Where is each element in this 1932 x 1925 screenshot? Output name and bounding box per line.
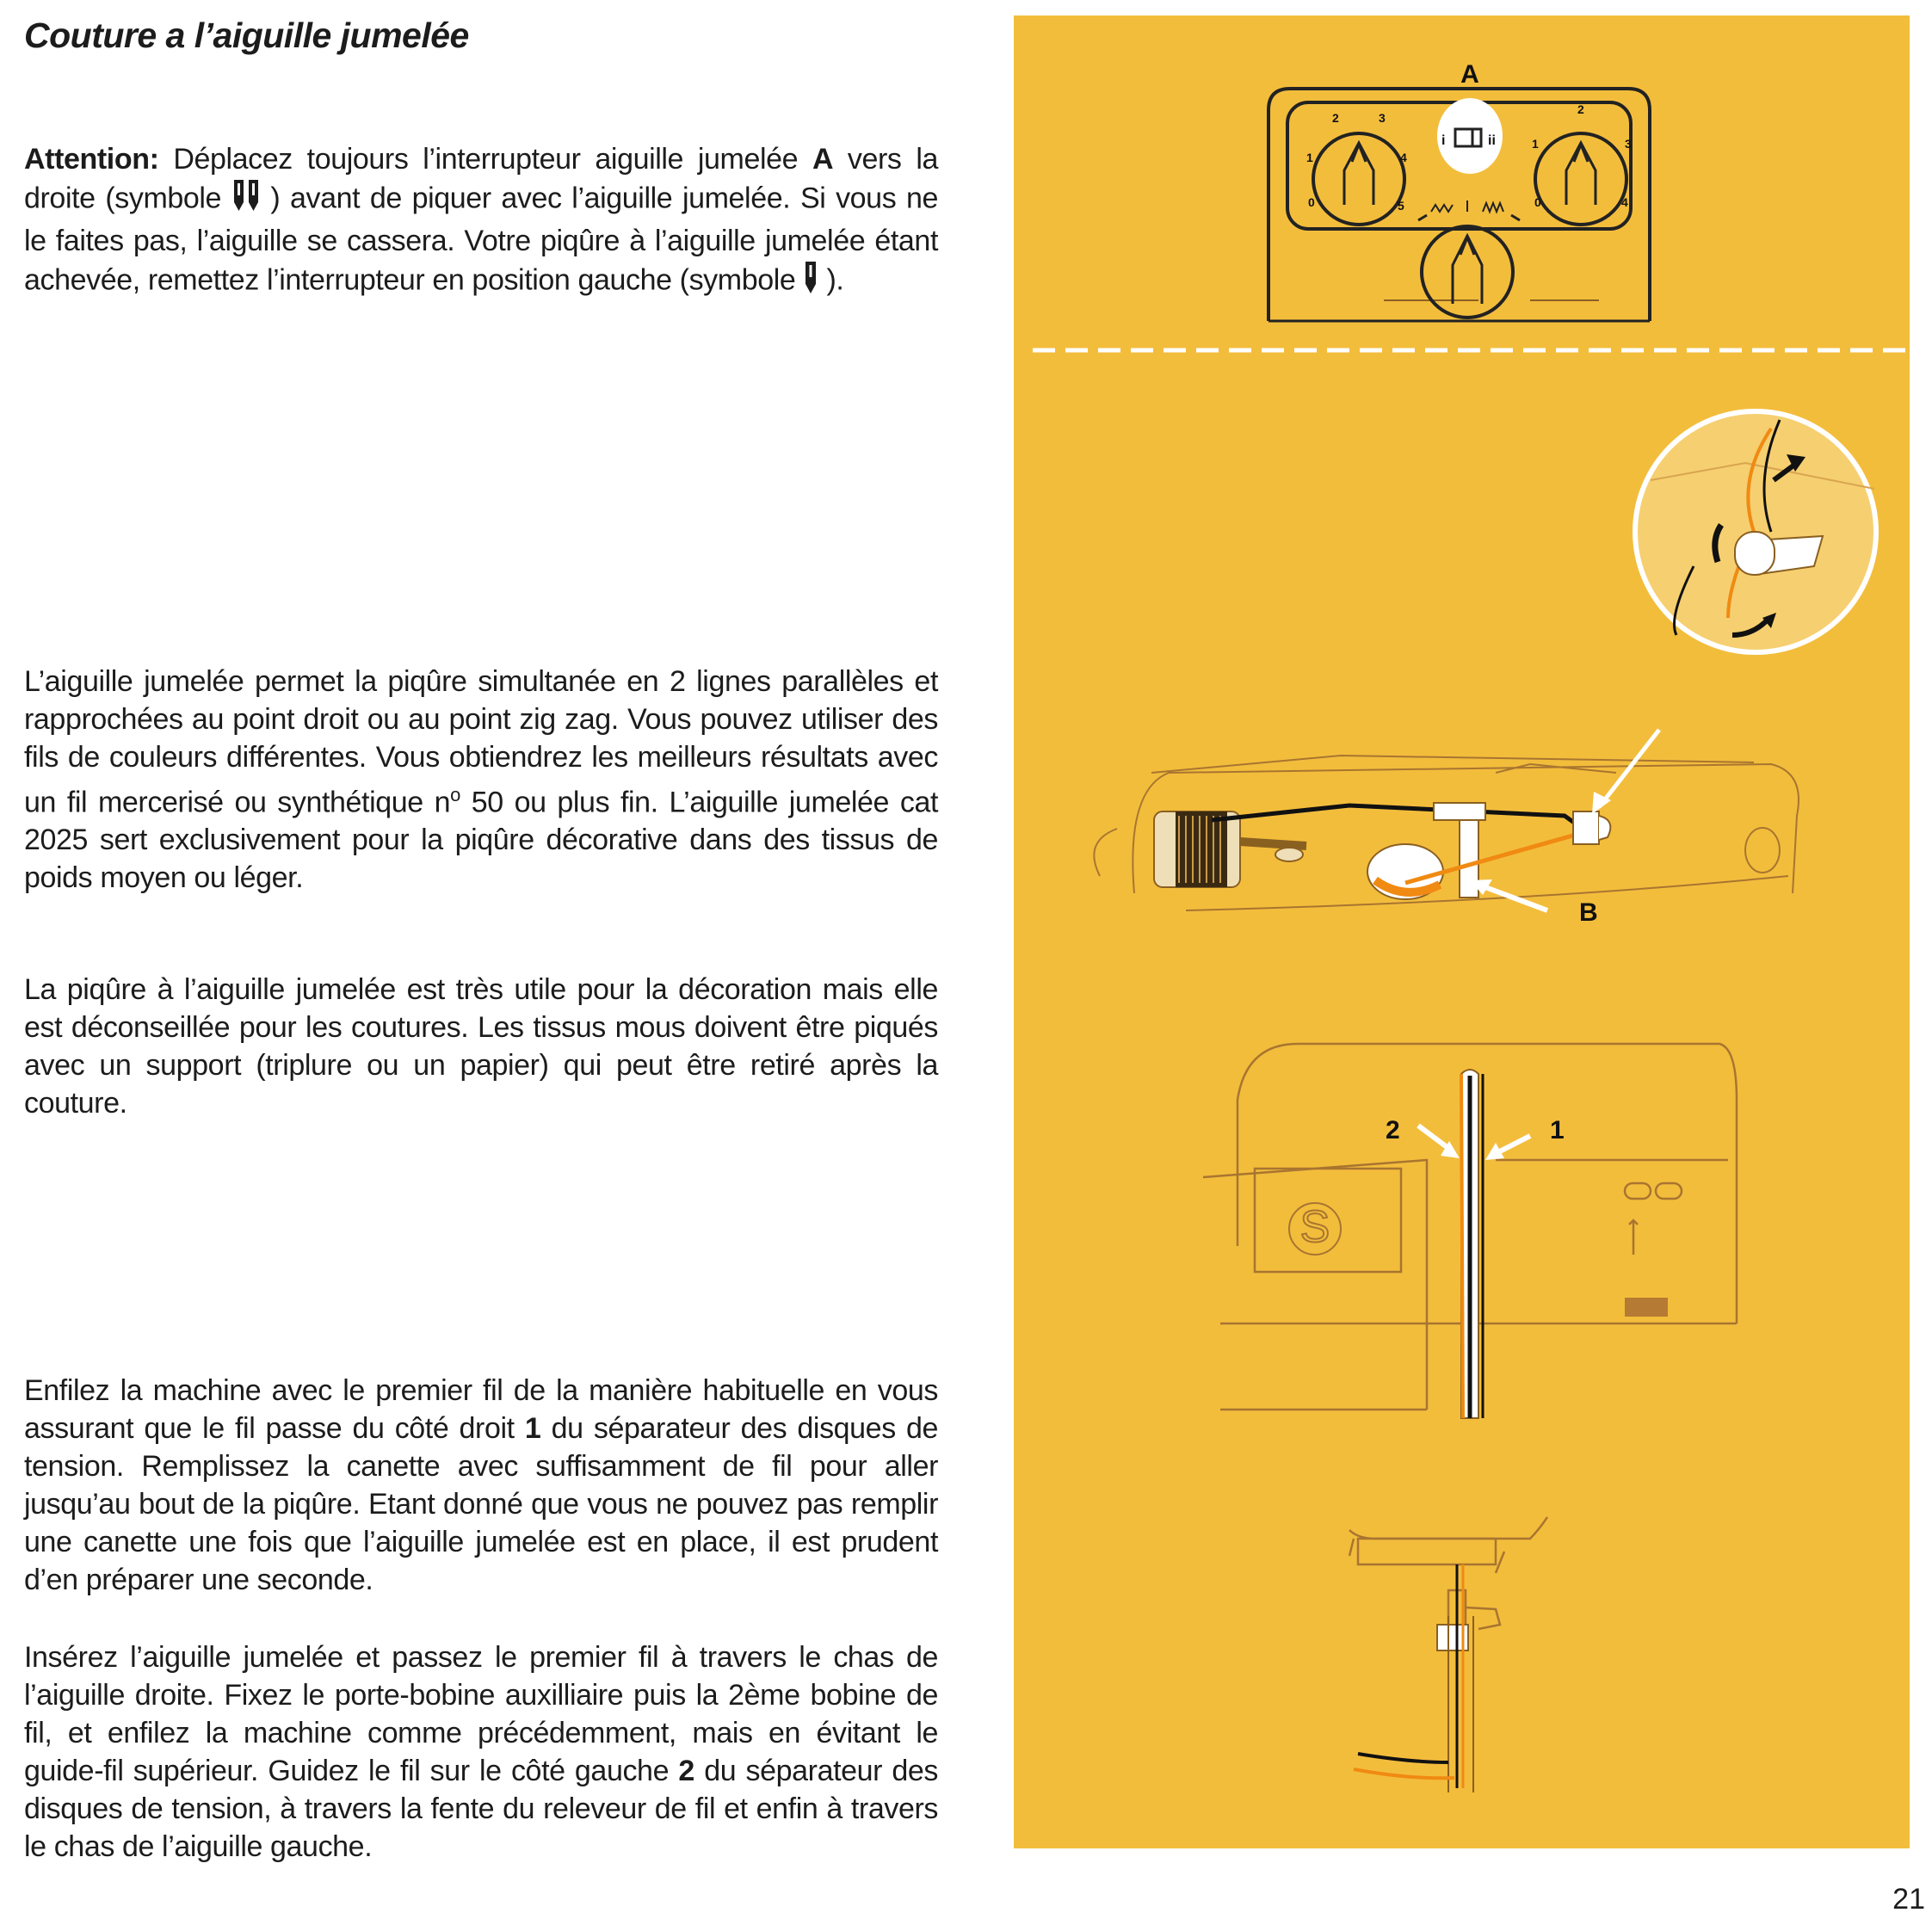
single-needle-icon — [803, 260, 818, 304]
label-1: 1 — [1550, 1116, 1565, 1145]
arrow-b — [1478, 885, 1547, 910]
twin-needle-icon — [231, 178, 261, 222]
separator-plate — [1461, 1070, 1483, 1418]
paragraph2-text-1: L’aiguille jumelée permet la piqûre simultanée en 2 lignes parallèles et rapprochées au point droit ou au point zig zag. Vous pouvez utiliser des fils de couleurs différentes. Vous obtiendrez les meilleurs résultats avec un fil mercerisé ou synthétique n — [24, 665, 938, 819]
label-a: A — [1460, 60, 1479, 89]
paragraph5-text-2: du séparateur des disques de tension, à travers la fente du releveur de fil et enfin à travers le chas de l’aiguille gauche. — [24, 1755, 939, 1863]
main-spool — [1154, 811, 1306, 887]
paragraph5-text-1: Insérez l’aiguille jumelée et passez le premier fil à travers le chas de l’aiguille droite. Fixez le porte-bobine auxilliaire puis la 2ème bobine de fil, et enfilez la machine comme précédemment, mais en évitant le guide-fil supérieur. Guidez le fil sur le côté gauche — [24, 1641, 938, 1787]
paragraph5-num: 2 — [678, 1755, 694, 1787]
attention-switch-letter: A — [812, 143, 834, 176]
dial-right-tick-1: 1 — [1532, 137, 1539, 151]
attention-text-2: vers la droite (symbole — [24, 143, 938, 215]
illustration-svg — [1014, 15, 1910, 1848]
dial-right-tick-2: 2 — [1577, 102, 1584, 116]
logo-s: S — [1299, 1202, 1330, 1252]
dial-left-tick-0: 0 — [1308, 195, 1315, 209]
dial-right-tick-3: 3 — [1625, 137, 1632, 151]
attention-text-4: ). — [818, 263, 844, 297]
paragraph2-text-2: 50 ou plus fin. L’aiguille jumelée cat 2025 sert exclusivement pour la piqûre décorative dans des tissus de poids moyen ou léger. — [24, 786, 939, 895]
label-2: 2 — [1386, 1116, 1400, 1145]
paragraph-insert-needle — [24, 1638, 938, 1866]
paragraph-decoration: La piqûre à l’aiguille jumelée est très utile pour la décoration mais elle est déconseillée pour les coutures. Les tissus mous doivent être piqués avec un support (triplure ou un papier) qui peut être retiré après la couture. — [24, 973, 938, 1120]
main-thread — [1212, 805, 1586, 831]
paragraph-twin-needle-intro — [24, 663, 938, 897]
dial-right-tick-0: 0 — [1534, 195, 1541, 209]
paragraph2-degree: o — [450, 784, 460, 805]
page-number: 21 — [1892, 1883, 1925, 1916]
dial-left-tick-4: 4 — [1400, 151, 1407, 164]
paragraph4-text-2: du séparateur des disques de tension. Remplissez la canette avec suffisamment de fil pour aller jusqu’au bout de la piqûre. Etant donné que vous ne pouvez pas remplir une canette une fois que l’aiguille jumelée est en place, il est prudent d’en préparer une seconde. — [24, 1412, 939, 1596]
switch-left-symbol: i — [1441, 133, 1446, 148]
label-b: B — [1579, 898, 1598, 927]
dial-right-tick-4: 4 — [1621, 195, 1628, 209]
dial-left-tick-1: 1 — [1306, 151, 1313, 164]
tension-guide — [1573, 811, 1610, 844]
needle-bar-diagram — [1349, 1517, 1547, 1633]
attention-label: Attention: — [24, 143, 159, 176]
paragraph4-text-1: Enfilez la machine avec le premier fil de la manière habituelle en vous assurant que le fil passe du côté droit — [24, 1374, 938, 1445]
attention-text-3: ) avant de piquer avec l’aiguille jumelée. Si vous ne le faites pas, l’aiguille se cassera. Votre piqûre à l’aiguille jumelée étant achevée, remettez l’interrupteur en position gauche (symbole — [24, 182, 938, 297]
switch-right-symbol: ii — [1488, 133, 1496, 148]
machine-badge — [1625, 1298, 1668, 1317]
page-title: Couture a l’aiguille jumelée — [24, 15, 469, 55]
bobbin-thread-orange — [1354, 1769, 1454, 1778]
illustration-panel — [1014, 15, 1910, 1848]
auxiliary-spool — [1367, 803, 1485, 899]
paragraph-threading — [24, 1372, 938, 1599]
zoom-circle-detail — [1592, 411, 1876, 814]
attention-paragraph — [24, 140, 938, 304]
bobbin-thread-dark — [1358, 1754, 1448, 1762]
paragraph4-num: 1 — [524, 1412, 541, 1445]
dial-left-tick-3: 3 — [1379, 111, 1386, 125]
dial-left-tick-2: 2 — [1332, 111, 1339, 125]
dial-left-tick-5: 5 — [1398, 199, 1404, 213]
attention-text-1: Déplacez toujours l’interrupteur aiguille jumelée — [158, 143, 812, 176]
